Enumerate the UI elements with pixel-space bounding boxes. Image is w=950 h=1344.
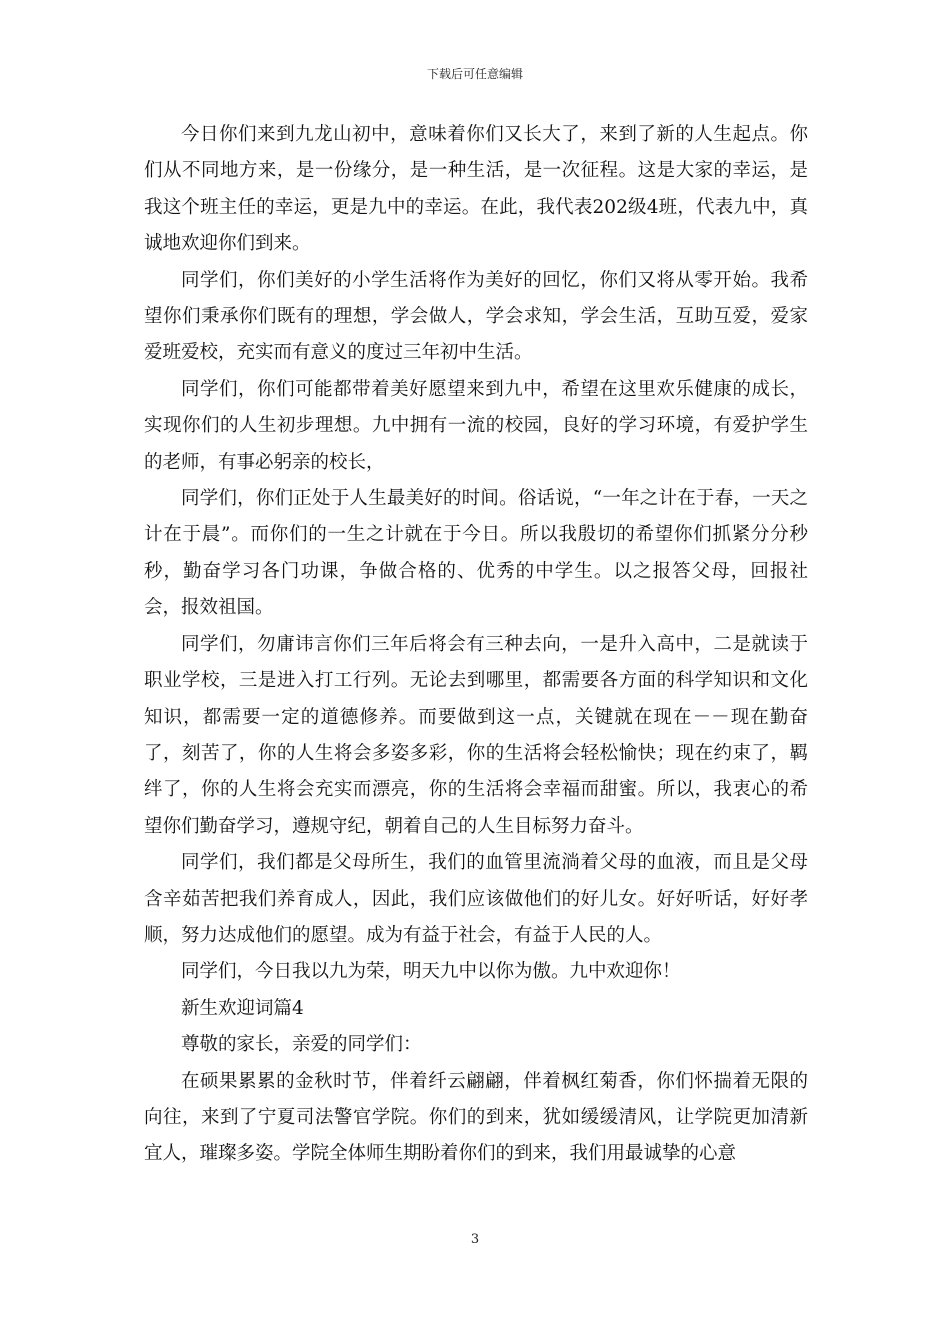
paragraph-hopes: 同学们，你们可能都带着美好愿望来到九中，希望在这里欢乐健康的成长，实现你们的人生初步理想。九中拥有一流的校园，良好的学习环境，有爱护学生的老师，有事必躬亲的校长， [144,378,808,473]
paragraph-three-paths: 同学们，勿庸讳言你们三年后将会有三种去向，一是升入高中，二是就读于职业学校，三是进入打工行列。无论去到哪里，都需要各方面的科学知识和文化知识，都需要一定的道德修养。而要做到这一点，关键就在现在－－现在勤奋了，刻苦了，你的人生将会多姿多彩，你的生活将会轻松愉快；现在约束了，羁绊了，你的人生将会充实而漂亮，你的生活将会幸福而甜蜜。所以，我衷心的希望你们勤奋学习，遵规守纪，朝着自己的人生目标努力奋斗。 [144,633,808,837]
paragraph-best-time: 同学们，你们正处于人生最美好的时间。俗话说，“一年之计在于春，一天之计在于晨”。而你们的一生之计就在于今日。所以我殷切的希望你们抓紧分分秒秒，勤奋学习各门功课，争做合格的、优秀的中学生。以之报答父母，回报社会，报效祖国。 [144,488,808,619]
page-number: 3 [470,1232,480,1247]
paragraph-autumn: 在硕果累累的金秋时节，伴着纤云翩翩，伴着枫红菊香，你们怀揣着无限的向往，来到了宁夏司法警官学院。你们的到来，犹如缓缓清风，让学院更加清新宜人，璀璨多姿。学院全体师生期盼着你们的到来，我们用最诚挚的心意 [144,1070,808,1165]
salutation: 尊敬的家长，亲爱的同学们： [181,1034,422,1056]
paragraph-closing: 同学们，今日我以九为荣，明天九中以你为傲。九中欢迎你！ [181,961,681,983]
paragraph-parents: 同学们，我们都是父母所生，我们的血管里流淌着父母的血液，而且是父母含辛茹苦把我们养育成人，因此，我们应该做他们的好儿女。好好听话，好好孝顺，努力达成他们的愿望。成为有益于社会，有益于人民的人。 [144,852,808,946]
document-body [144,117,808,1173]
paragraph-primary-school: 同学们，你们美好的小学生活将作为美好的回忆，你们又将从零开始。我希望你们秉承你们既有的理想，学会做人，学会求知，学会生活，互助互爱，爱家爱班爱校，充实而有意义的度过三年初中生活。 [144,269,808,364]
page-header: 下载后可任意编辑 [426,67,523,81]
paragraph-welcome: 今日你们来到九龙山初中，意味着你们又长大了，来到了新的人生起点。你们从不同地方来，是一份缘分，是一种生活，是一次征程。这是大家的幸运，是我这个班主任的幸运，更是九中的幸运。在此，我代表202级4班，代表九中，真诚地欢迎你们到来。 [144,124,808,255]
section-heading: 新生欢迎词篇4 [181,997,304,1019]
